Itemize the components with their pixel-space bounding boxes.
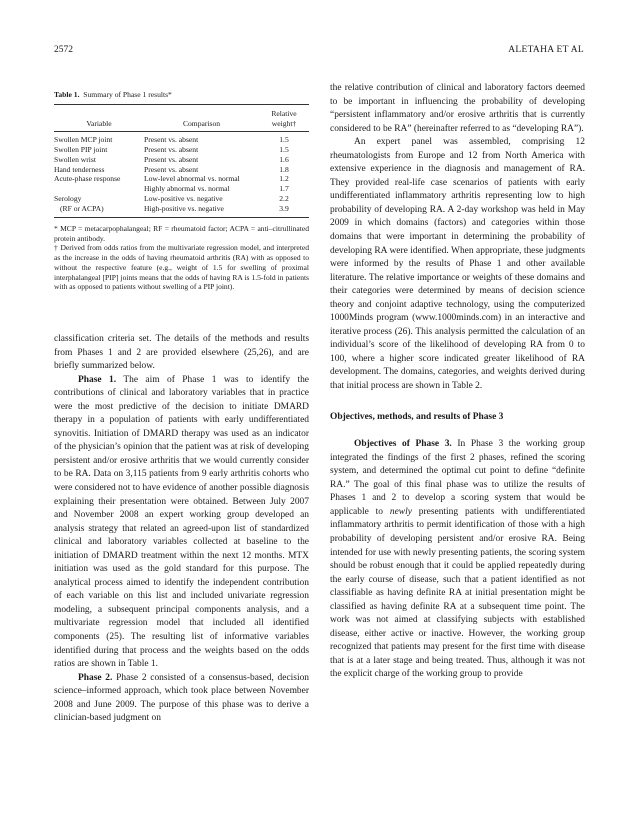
table-row (54, 204, 309, 217)
cell-weight: 1.7 (279, 184, 289, 194)
cell-variable: Swollen MCP joint (54, 134, 113, 144)
phase3-body-text (330, 438, 585, 682)
header-weight-line2: weight† (259, 119, 309, 131)
cell-variable: Serology (54, 194, 82, 204)
phase1-text: The aim of Phase 1 was to identify the contributions of clinical and laboratory variables that in practice were the most predictive of the decision to initiate DMARD therapy in a population of patients with early undifferentiated synovitis. Initiation of DMARD therapy was used as an indicator of the physician’s opinion that the patient was at risk of developing persistent and/or erosive arthritis that we would currently consider to be RA. Data on 3,115 patients from 9 early arthritis cohorts who were considered not to have evidence of another possible diagnosis explaining their presentation were obtained. Between July 2007 and November 2008 an expert working group developed an analysis strategy that related an agreed-upon list of standardized clinical and laboratory variables collected at baseline to the initiation of DMARD treatment within the next 12 months. MTX initiation was used as the gold standard for this purpose. The analytical process aimed to identify the independent contribution of each variable on this list and included univariate regression modeling, a subsequent principal components analysis, and a multivariate regression model that included all identified components (25). The resulting list of informative variables identified during that process and the weights based on the odds ratios are shown in Table 1. (54, 374, 310, 670)
cell-variable: (RF or ACPA) (54, 204, 144, 217)
header-weight-line1: Relative (259, 105, 309, 119)
table-label: Table 1. (54, 90, 80, 99)
right-column (330, 82, 585, 682)
paragraph-developing-ra: the relative contribution of clinical and laboratory factors deemed to be important in influencing the probability of developing “persistent inflammatory and/or erosive arthritis that is currently considered to be RA” (hereinafter referred to as “developing RA”). (330, 83, 585, 134)
cell-variable (54, 184, 144, 194)
header-variable: Variable (54, 119, 144, 131)
header-comparison: Comparison (144, 119, 259, 131)
table-footnote-abbreviations: * MCP = metacarpophalangeal; RF = rheumatoid factor; ACPA = anti–citrullinated protein antibody. (54, 224, 309, 243)
page-number: 2572 (54, 45, 73, 55)
cell-comparison: Low-positive vs. negative (144, 194, 223, 204)
cell-comparison: Present vs. absent (144, 154, 199, 164)
cell-weight: 1.5 (279, 144, 289, 154)
cell-variable: Hand tenderness (54, 164, 105, 174)
paragraph-phase1 (54, 374, 309, 672)
table-row (54, 165, 309, 175)
cell-weight: 3.9 (259, 204, 309, 217)
phase2-text: Phase 2 consisted of a consensus-based, decision science–informed approach, which took place between November 2008 and June 2009. The purpose of this phase was to derive a clinician-based judgment on (54, 672, 310, 724)
summary-table (54, 104, 309, 218)
cell-variable: Swollen wrist (54, 154, 96, 164)
running-header (54, 45, 584, 59)
cell-weight: 1.8 (279, 164, 289, 174)
paragraph-phase3 (330, 438, 585, 682)
phase2-run-in-heading: Phase 2. (78, 672, 113, 683)
table-title: Summary of Phase 1 results* (83, 90, 172, 99)
phase3-text-b: presenting patients with undifferentiated inflammatory arthritis to permit identification of those with a high probability of developing persistent and/or erosive RA. Being intended for use with newly presenting patients, the scoring system should be robust enough that it could be applied repeatedly during the early course of disease, such that a patient identified as not classifiable as having definite RA at initial presentation might be classified as having definite RA at a subsequent time point. The work was not aimed at classifying subjects with established disease, either active or inactive. However, the working group recognized that patients may present for the first time with disease that is at a later stage and being treated. Thus, although it was not the explicit charge of the working group to provide (330, 506, 585, 680)
table-footnotes (54, 224, 309, 292)
table-row (54, 145, 309, 155)
section-heading: Objectives, methods, and results of Phase 3 (330, 411, 504, 422)
table-row (54, 155, 309, 165)
left-column (54, 82, 309, 726)
cell-comparison: Highly abnormal vs. normal (144, 184, 230, 194)
right-body-text (330, 82, 585, 394)
paragraph-expert-panel: An expert panel was assembled, comprising 12 rheumatologists from Europe and 12 from North America with extensive experience in the diagnosis and management of RA. They provided real-life case scenarios of patients with early undifferentiated inflammatory arthritis representing low to high probability of developing RA. A 2-day workshop was held in May 2009 in which domains (factors) and categories within those domains that were important in determining the probability of developing RA were identified. When appropriate, these judgments were informed by the results of Phase 1 and other available literature. The relative importance or weights of these domains and their categories were determined by means of decision science theory and conjoint adaptive technology, using the computerized 1000Minds program (www.1000minds.com) in an interactive and iterative process (26). This analysis permitted the calculation of an individual’s score of the likelihood of developing RA from 0 to 100, where a higher score indicated greater likelihood of RA development. The domains, categories, and weights derived during that initial process are shown in Table 2. (330, 137, 585, 392)
table-row (54, 174, 309, 184)
table-row (54, 194, 309, 204)
phase3-run-in-heading: Objectives of Phase 3. (354, 439, 452, 450)
paragraph-intro: classification criteria set. The details of the methods and results from Phases 1 and 2 are provided elsewhere (25,26), and are briefly summarized below. (54, 333, 309, 372)
phase1-run-in-heading: Phase 1. (78, 374, 117, 385)
cell-comparison: Low-level abnormal vs. normal (144, 174, 240, 184)
table-footnote-weights: † Derived from odds ratios from the multivariate regression model, and interpreted as the increase in the odds of having rheumatoid arthritis (RA) with as opposed to without the respective feature (e.g., weight of 1.5 for swelling of proximal interphalangeal [PIP] joints means that the odds of having RA is 1.5-fold in patients with as opposed to patients without swelling of a PIP joint). (54, 243, 309, 292)
cell-weight: 2.2 (279, 194, 289, 204)
table-caption (54, 90, 309, 100)
paragraph-phase2 (54, 672, 309, 726)
cell-comparison: Present vs. absent (144, 134, 199, 144)
cell-comparison: High-positive vs. negative (144, 204, 259, 217)
phase3-text-a: In Phase 3 the working group integrated the findings of the first 2 phases, refined the scoring system, and determined the optimal cut point to define “definite RA.” The goal of this final phase was to utilize the results of Phases 1 and 2 to develop a scoring system that would be applicable to (330, 439, 585, 517)
table-row (54, 131, 309, 144)
cell-weight: 1.6 (279, 154, 289, 164)
cell-weight: 1.2 (279, 174, 289, 184)
cell-variable: Acute-phase response (54, 174, 121, 184)
phase3-emphasis-newly: newly (389, 506, 412, 517)
cell-comparison: Present vs. absent (144, 164, 199, 174)
left-body-text (54, 333, 309, 726)
cell-comparison: Present vs. absent (144, 144, 199, 154)
cell-weight: 1.5 (279, 134, 289, 144)
table-row (54, 184, 309, 194)
running-head-authors: ALETAHA ET AL (508, 45, 584, 55)
cell-variable: Swollen PIP joint (54, 144, 108, 154)
